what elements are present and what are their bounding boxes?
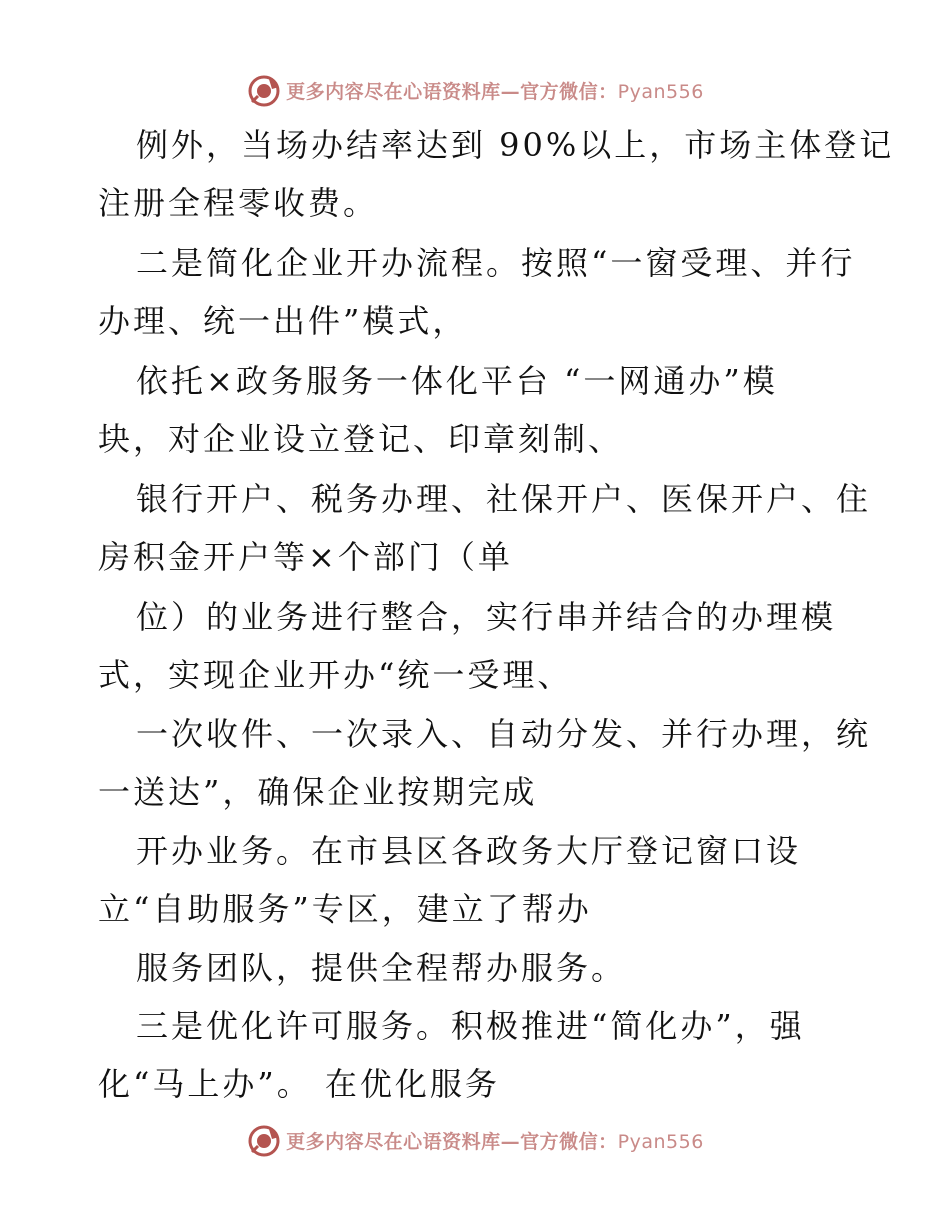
paragraph-line: 式，实现企业开办“统一受理、 bbox=[98, 656, 573, 694]
paragraph-line: 银行开户、税务办理、社保开户、医保开户、住 bbox=[136, 480, 872, 518]
paragraph-line: 一次收件、一次录入、自动分发、并行办理，统 bbox=[136, 715, 872, 753]
paragraph-line: 服务团队，提供全程帮办服务。 bbox=[136, 949, 627, 987]
footer-watermark bbox=[0, 1120, 950, 1160]
paragraph-line: 位）的业务进行整合，实行串并结合的办理模 bbox=[136, 598, 837, 636]
paragraph-line: 化“马上办”。 在优化服务 bbox=[98, 1065, 500, 1103]
watermark-text: 更多内容尽在心语资料库—官方微信：Pyan556 bbox=[286, 80, 704, 103]
paragraph-line: 开办业务。在市县区各政务大厅登记窗口设 bbox=[136, 832, 802, 870]
paragraph-line: 一送达”，确保企业按期完成 bbox=[98, 773, 538, 811]
paragraph-line: 房积金开户等×个部门（单 bbox=[98, 538, 513, 576]
paragraph-line: 依托×政务服务一体化平台 “一网通办”模 bbox=[136, 362, 778, 400]
paragraph-line: 立“自助服务”专区，建立了帮办 bbox=[98, 890, 592, 928]
paragraph-line: 例外，当场办结率达到 90%以上，市场主体登记 bbox=[136, 126, 895, 164]
paragraph-line: 办理、统一出件”模式， bbox=[98, 302, 468, 340]
paragraph-line: 块，对企业设立登记、印章刻制、 bbox=[98, 420, 624, 458]
watermark-text: 更多内容尽在心语资料库—官方微信：Pyan556 bbox=[286, 1130, 704, 1153]
paragraph-line: 三是优化许可服务。积极推进“简化办”，强 bbox=[136, 1007, 805, 1045]
paragraph-line: 二是简化企业开办流程。按照“一窗受理、并行 bbox=[136, 244, 856, 282]
paragraph-line: 注册全程零收费。 bbox=[98, 184, 379, 222]
logo-icon bbox=[246, 1122, 282, 1158]
